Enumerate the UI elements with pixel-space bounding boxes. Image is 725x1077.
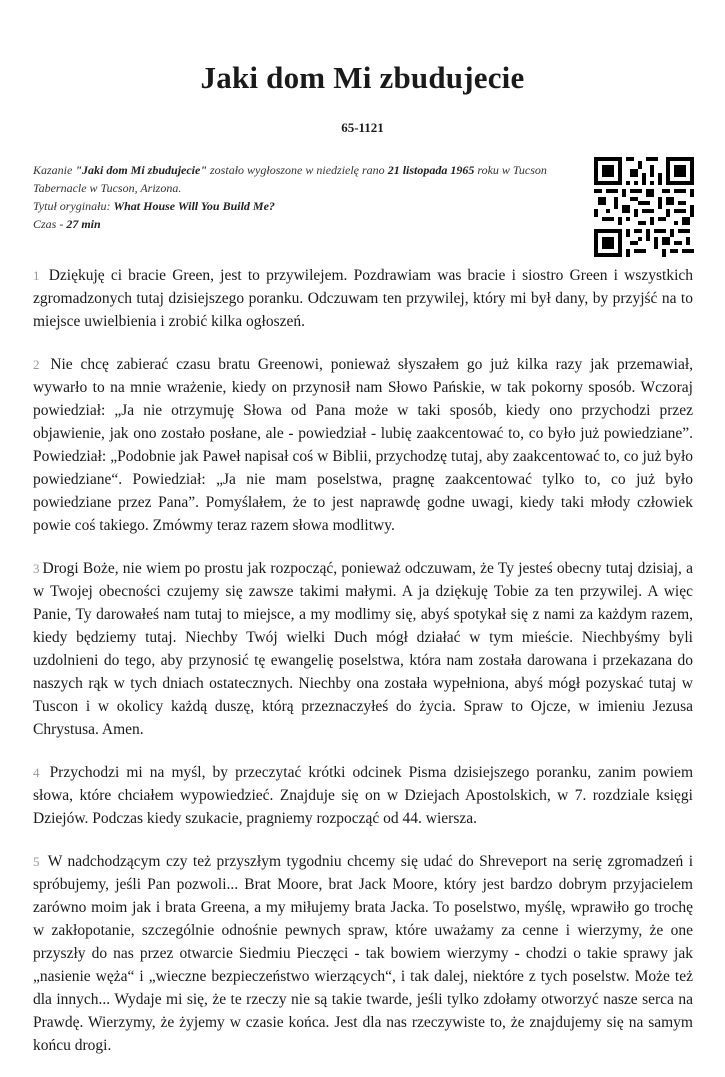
paragraph-number: 5 [33,854,40,869]
intro-prefix: Kazanie [33,163,76,177]
paragraph-text: Przychodzi mi na myśl, by przeczytać krótki odcinek Pisma dzisiejszego poranku, zanim powiem słowa, które chciałem wypowiedzieć. Znajduje się on w Dziejach Apostolskich, w 7. rozdziale księgi Dziejów. Podczas kiedy szukacie, pragniemy rozpocząć od 44. wiersza. [33,764,693,827]
paragraph [33,557,693,741]
intro-title: "Jaki dom Mi zbudujecie" [75,163,208,177]
paragraph-number: 4 [33,765,40,780]
sermon-intro-line [33,161,583,197]
original-title-label: Tytuł oryginału: [33,199,114,213]
paragraph [33,850,693,1057]
duration-label: Czas - [33,217,67,231]
paragraph-text: Nie chcę zabierać czasu bratu Greenowi, ponieważ słyszałem go już kilka razy jak przemawiał, wywarło to na mnie wrażenie, kiedy on przynosił nam Słowo Pańskie, w tak pokorny sposób. Wczoraj powiedział: „Ja nie otrzymuję Słowa od Pana może w taki sposób, kiedy ono przychodzi przez objawienie, jak ono zostało posłane, ale - powiedział - lubię zaakcentować to, co było już powiedziane”. Powiedział: „Podobnie jak Paweł napisał coś w Biblii, przychodzę tutaj, aby zaakcentować to, co już było powiedziane“. Powiedział: „Ja nie mam poselstwa, pragnę zaakcentować tylko to, co już było powiedziane przez Pana”. Pomyślałem, że to jest naprawdę godne uwagi, kiedy taki młody człowiek powie coś takiego. Zmówmy teraz razem słowa modlitwy. [33,356,693,534]
sermon-code: 65-1121 [341,120,384,135]
paragraph [33,353,693,537]
intro-mid: zostało wygłoszone w niedzielę rano [207,163,388,177]
paragraph [33,761,693,830]
paragraph-number: 3 [33,561,40,576]
original-title-line [33,197,583,215]
qr-code-icon [594,157,694,257]
page-title: Jaki dom Mi zbudujecie [200,60,525,95]
sermon-metadata [33,161,583,233]
sermon-body [33,264,693,1077]
duration-value: 27 min [66,217,101,231]
original-title-value: What House Will You Build Me? [113,199,275,213]
intro-date: 21 listopada 1965 [387,163,475,177]
paragraph-text: Drogi Boże, nie wiem po prostu jak rozpocząć, ponieważ odczuwam, że Ty jesteś obecny tutaj dzisiaj, a w Twojej obecności czujemy się zawsze takimi małymi. A ja dziękuję Tobie za ten przywilej. A więc Panie, Ty darowałeś nam tutaj to miejsce, a my modlimy się, abyś spotykał się z nami za każdym razem, kiedy będziemy tutaj. Niechby Twój wielki Duch mógł działać w tym mieście. Niechbyśmy byli uzdolnieni do tego, aby przynosić tę ewangelię poselstwa, która nam została darowana i przekazana do naszych rąk w tych dniach ostatecznych. Niechby ona została wypełniona, abyś mógł pozyskać tutaj w Tuscon i w okolicy każdą duszę, którą przeznaczyłeś do życia. Spraw to Ojcze, w imieniu Jezusa Chrystusa. Amen. [33,560,693,738]
paragraph-number: 2 [33,357,40,372]
paragraph-text: W nadchodzącym czy też przyszłym tygodniu chcemy się udać do Shreveport na serię zgromadzeń i spróbujemy, jeśli Pan pozwoli... Brat Moore, brat Jack Moore, który jest bardzo dobrym przyjacielem zarówno moim jak i brata Greena, a my miłujemy brata Jacka. To poselstwo, myślę, wprawiło go trochę w zakłopotanie, szczególnie odnośnie pewnych spraw, które uważamy za cenne i wierzymy, że one przyszły do nas przez otwarcie Siedmiu Pieczęci - tak bowiem wierzymy - chodzi o takie sprawy jak „nasienie węża“ i „wieczne bezpieczeństwo wierzących“, i tak dalej, niektóre z tych poselstw. Może też dla innych... Wydaje mi się, że te rzeczy nie są takie twarde, jeśli tylko zdołamy otworzyć nasze serca na Prawdę. Wierzymy, że żyjemy w czasie końca. Jest dla nas rzeczywiste to, że znajdujemy się na samym końcu drogi. [33,853,693,1054]
intro-suffix: roku w Tucson Tabernacle w Tucson, Arizona. [33,163,547,195]
paragraph-text: Dziękuję ci bracie Green, jest to przywilejem. Pozdrawiam was bracie i siostro Green i wszystkich zgromadzonych tutaj dzisiejszego poranku. Odczuwam ten przywilej, który mi był dany, by przyjść na to miejsce uwielbienia i zrobić kilka ogłoszeń. [33,267,693,330]
paragraph-number: 1 [33,268,40,283]
duration-line [33,215,583,233]
paragraph [33,264,693,333]
